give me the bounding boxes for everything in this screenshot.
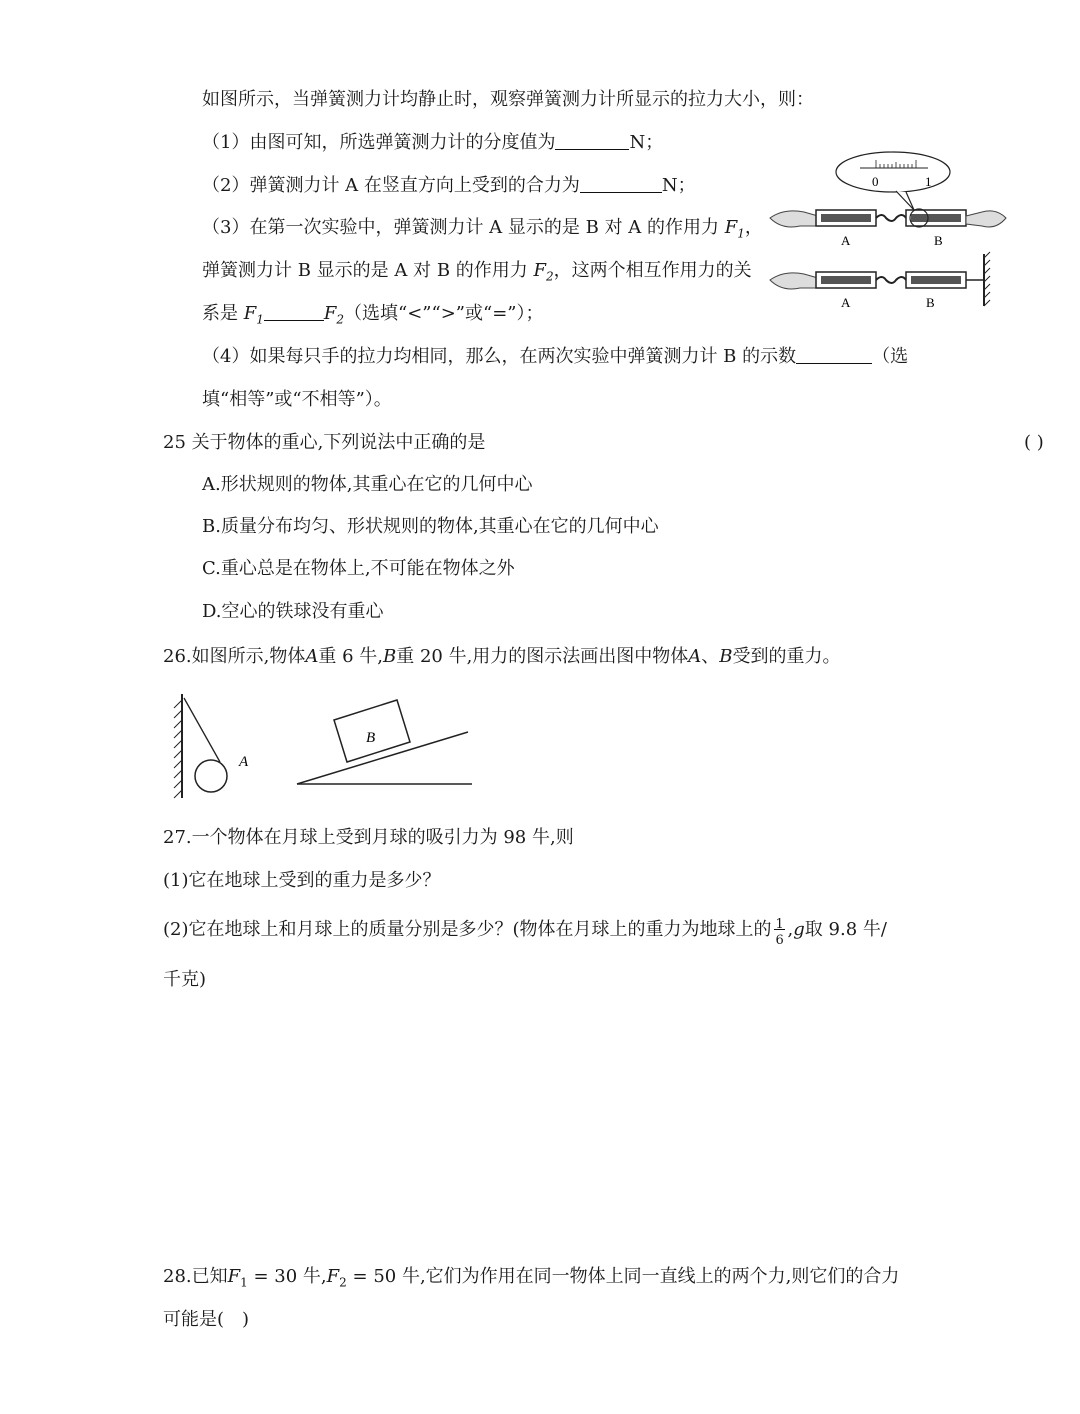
left-hand-1 (770, 211, 818, 227)
q28-stem: 28.已知$F_1 = 30$ 牛$,F_2 = 50$ 牛,它们为作用在同一物体上同一直线上的两个力,则它们的合力 (163, 1266, 900, 1290)
scale-label-0: 0 (872, 174, 879, 189)
label-B-2: B (926, 295, 935, 310)
q24-part4-line2: 填“相等”或“不相等”）。 (202, 389, 392, 410)
label-B: B (366, 730, 376, 746)
q26-stem: 26.如图所示,物体A重 6 牛,B重 20 牛,用力的图示法画出图中物体A、B受到的重力。 (163, 646, 841, 667)
label-A: A (239, 754, 249, 770)
magnifier-bubble (836, 152, 950, 192)
answer-blank-1[interactable] (555, 131, 629, 150)
q25-answer-paren[interactable]: ( ) (1024, 432, 1044, 453)
q25-option-C: C.重心总是在物体上,不可能在物体之外 (202, 558, 515, 579)
answer-blank-4[interactable] (796, 345, 872, 364)
q27-sub1: (1)它在地球上受到的重力是多少？ (163, 870, 441, 891)
q27-sub2: (2)它在地球上和月球上的质量分别是多少？(物体在月球上的重力为地球上的 1 6 ,g取 9.8 牛/ (163, 917, 887, 948)
q24-part1: （1）由图可知，所选弹簧测力计的分度值为 N； (202, 132, 664, 153)
q25-stem: 25 关于物体的重心,下列说法中正确的是 (163, 432, 486, 453)
q24-part3-line1: （3）在第一次实验中，弹簧测力计 A 显示的是 B 对 A 的作用力 $F_1$， (202, 217, 763, 241)
right-hand-1 (966, 211, 1006, 227)
fraction-one-sixth: 1 6 (775, 917, 784, 948)
ball-A (195, 760, 227, 792)
q27-sub2-line2: 千克) (163, 969, 207, 990)
left-hand-2 (770, 273, 818, 289)
spring-scale-figure (768, 150, 1008, 310)
answer-blank-3[interactable] (264, 302, 324, 321)
label-A-2: A (841, 295, 851, 310)
label-B-1: B (934, 233, 943, 248)
q24-part3-line2: 弹簧测力计 B 显示的是 A 对 B 的作用力 $F_2$，这两个相互作用力的关 (202, 260, 752, 284)
scale-label-1: 1 (925, 174, 932, 189)
string (184, 698, 220, 762)
q25-option-A: A.形状规则的物体,其重心在它的几何中心 (202, 474, 533, 495)
q27-stem: 27.一个物体在月球上受到月球的吸引力为 98 牛,则 (163, 827, 574, 848)
gravity-figure (170, 690, 480, 802)
q28-line2: 可能是( ) (163, 1309, 250, 1330)
answer-blank-2[interactable] (580, 174, 662, 193)
q24-intro: 如图所示，当弹簧测力计均静止时，观察弹簧测力计所显示的拉力大小，则： (202, 89, 814, 110)
q25-option-D: D.空心的铁球没有重心 (202, 601, 384, 622)
q24-part2: （2）弹簧测力计 A 在竖直方向上受到的合力为 N； (202, 175, 696, 196)
q25-option-B: B.质量分布均匀、形状规则的物体,其重心在它的几何中心 (202, 516, 659, 537)
label-A-1: A (841, 233, 851, 248)
q24-part4-line1: （4）如果每只手的拉力均相同，那么，在两次实验中弹簧测力计 B 的示数 （选 (202, 346, 909, 367)
q24-part3-line3: 系是 $F_1$ $F_2$（选填“<”“>”或“=”）； (202, 303, 544, 327)
